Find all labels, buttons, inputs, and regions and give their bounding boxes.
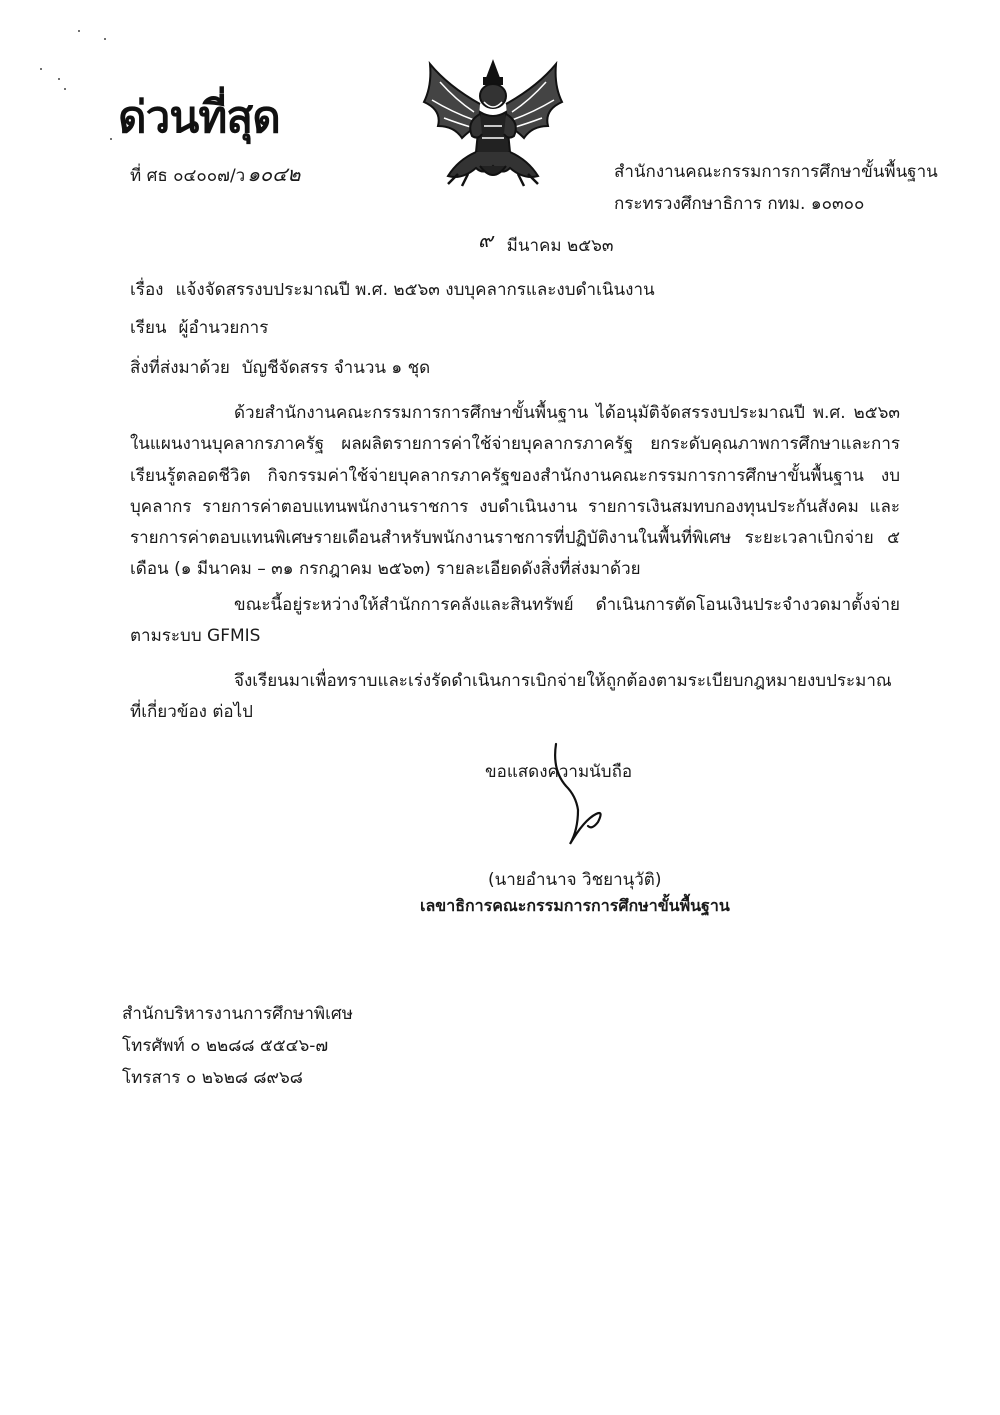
agency-name: สำนักงานคณะกรรมการการศึกษาขั้นพื้นฐาน bbox=[614, 162, 938, 182]
garuda-emblem-icon bbox=[418, 56, 568, 190]
document-number-printed: ที่ ศธ ๐๔๐๐๗/ว bbox=[130, 166, 246, 186]
signatory-position: เลขาธิการคณะกรรมการการศึกษาขั้นพื้นฐาน bbox=[420, 896, 730, 915]
urgency-stamp: ด่วนที่สุด bbox=[118, 92, 280, 143]
document-number-handwritten: ๑๐๔๒ bbox=[247, 162, 301, 186]
body-paragraph-2 bbox=[130, 590, 900, 653]
enclosure-label: สิ่งที่ส่งมาด้วย bbox=[130, 358, 230, 378]
scan-speck bbox=[40, 68, 42, 70]
contact-fax: โทรสาร ๐ ๒๖๒๘ ๘๙๖๘ bbox=[122, 1068, 303, 1088]
ministry-address: กระทรวงศึกษาธิการ กทม. ๑๐๓๐๐ bbox=[614, 194, 865, 214]
body-paragraph-3 bbox=[130, 666, 900, 729]
scan-speck bbox=[110, 138, 112, 140]
recipient-label: เรียน bbox=[130, 318, 167, 338]
scan-speck bbox=[78, 30, 80, 32]
handwritten-signature-icon bbox=[548, 740, 608, 852]
body-paragraph-1 bbox=[130, 398, 900, 586]
contact-phone: โทรศัพท์ ๐ ๒๒๘๘ ๕๕๔๖-๗ bbox=[122, 1036, 329, 1056]
date-month-year: มีนาคม ๒๕๖๓ bbox=[506, 236, 614, 256]
recipient-text: ผู้อำนวยการ bbox=[178, 318, 269, 338]
subject-label: เรื่อง bbox=[130, 280, 164, 300]
closing-salutation: ขอแสดงความนับถือ bbox=[485, 762, 633, 782]
contact-office: สำนักบริหารงานการศึกษาพิเศษ bbox=[122, 1004, 353, 1024]
document-date bbox=[478, 228, 614, 258]
date-day-handwritten: ๙ bbox=[478, 228, 493, 252]
recipient-line bbox=[130, 316, 268, 340]
signatory-name: (นายอำนาจ วิชยานุวัติ) bbox=[488, 870, 662, 890]
body-paragraph-3-text: จึงเรียนมาเพื่อทราบและเร่งรัดดำเนินการเบิกจ่ายให้ถูกต้องตามระเบียบกฎหมายงบประมาณ ที่เกี่ยวข้อง ต่อไป bbox=[130, 671, 892, 723]
subject-text: แจ้งจัดสรรงบประมาณปี พ.ศ. ๒๕๖๓ งบบุคลากรและงบดำเนินงาน bbox=[175, 280, 655, 300]
document-number bbox=[130, 158, 300, 190]
enclosure-text: บัญชีจัดสรร จำนวน ๑ ชุด bbox=[241, 358, 431, 378]
scan-speck bbox=[104, 38, 106, 40]
scan-speck bbox=[58, 78, 60, 80]
scan-speck bbox=[64, 88, 66, 90]
body-paragraph-1-text: ด้วยสำนักงานคณะกรรมการการศึกษาขั้นพื้นฐาน ได้อนุมัติจัดสรรงบประมาณปี พ.ศ. ๒๕๖๓ ในแผนงานบุคลากรภาครัฐ ผลผลิตรายการค่าใช้จ่ายบุคลากรภาครัฐ ยกระดับคุณภาพการศึกษาและการเรียนรู้ตลอดชีวิต กิจกรรมค่าใช้จ่ายบุคลากรภาครัฐของสำนักงานคณะกรรมการการศึกษาขั้นพื้นฐาน งบบุคลากร รายการค่าตอบแทนพนักงานราชการ งบดำเนินงาน รายการเงินสมทบกองทุนประกันสังคม และรายการค่าตอบแทนพิเศษรายเดือนสำหรับพนักงานราชการที่ปฏิบัติงานในพื้นที่พิเศษ ระยะเวลาเบิกจ่าย ๕ เดือน (๑ มีนาคม – ๓๑ กรกฎาคม ๒๕๖๓) รายละเอียดดังสิ่งที่ส่งมาด้วย bbox=[130, 403, 900, 580]
body-paragraph-2-text: ขณะนี้อยู่ระหว่างให้สำนักการคลังและสินทรัพย์ ดำเนินการตัดโอนเงินประจำงวดมาตั้งจ่าย ตามระบบ GFMIS bbox=[130, 595, 900, 647]
enclosure-line bbox=[130, 356, 430, 380]
subject-line bbox=[130, 278, 655, 302]
